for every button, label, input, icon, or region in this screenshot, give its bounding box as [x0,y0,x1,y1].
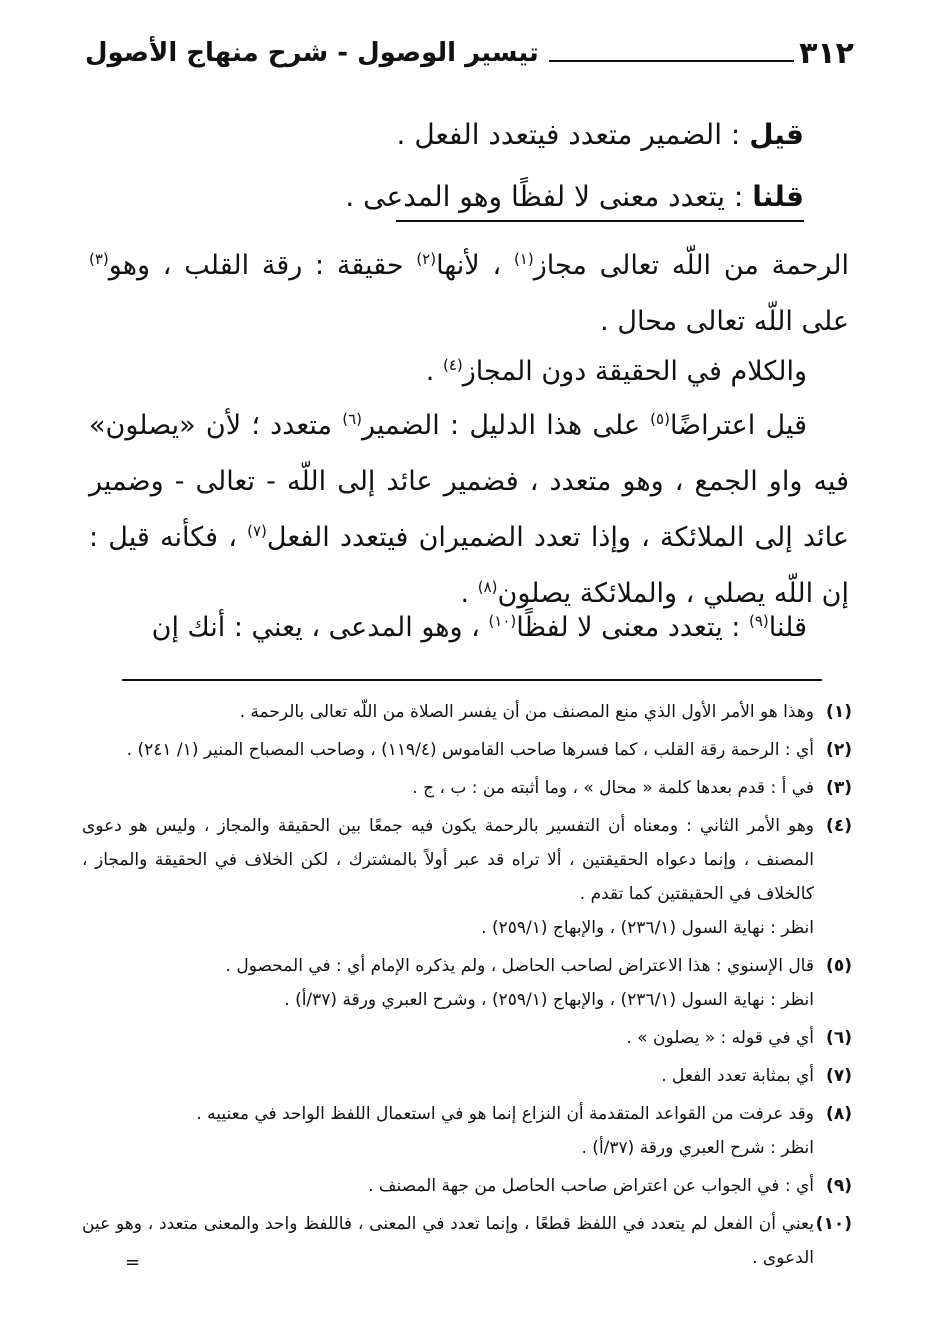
footnote-text: وهو الأمر الثاني : ومعناه أن التفسير بالرحمة يكون فيه جمعًا بين الحقيقة والمجاز ، وليس هو دعوى المصنف ، وإنما دعواه الحقيقتين ، ألا تراه قد عبر أولاً بالمشترك ، لكن الخلاف في الحقيقة والمجاز ، كالخلاف في الحقيقتين كما تقدم . [82,816,814,904]
paragraph-4 [89,600,849,656]
quote-line-2 [345,180,804,213]
footnote-5-reference: انظر : نهاية السول (٢٣٦/١) ، والإبهاج (٢٥٩/١) ، وشرح العبري ورقة (٣٧/أ) . [284,990,814,1010]
footnote-rule [122,679,822,681]
running-title: تيسير الوصول - شرح منهاج الأصول [85,38,539,68]
p4-text-b: : يتعدد معنى لا لفظًا [516,612,749,643]
footnote-number: (٢) [826,740,852,760]
footnote-5 [82,949,852,983]
footnote-3 [82,771,852,805]
footnote-ref-7: (٧) [247,522,267,540]
paragraph-2 [89,344,849,400]
footnote-text: أي : في الجواب عن اعتراض صاحب الحاصل من جهة المصنف . [368,1176,814,1196]
footnote-ref-4: (٤) [442,356,463,374]
footnote-ref-9: (٩) [748,612,769,630]
footnote-4-reference: انظر : نهاية السول (٢٣٦/١) ، والإبهاج (٢٥٩/١) . [481,918,814,938]
footnote-number: (٩) [826,1176,852,1196]
footnote-number: (٣) [826,778,852,798]
p1-text-b: ، لأنها [436,250,514,281]
footnote-text: قال الإسنوي : هذا الاعتراض لصاحب الحاصل ، ولم يذكره الإمام أي : في المحصول . [225,956,814,976]
quote-label-qulna: قلنا [752,180,804,213]
footnote-text: أي في قوله : « يصلون » . [626,1028,814,1048]
footnote-text: أي بمثابة تعدد الفعل . [661,1066,814,1086]
quote-text-1: : الضمير متعدد فيتعدد الفعل . [396,118,741,151]
footnote-number: (٦) [826,1028,852,1048]
footnote-ref-3: (٣) [89,250,109,268]
footnote-number: (١٠) [815,1214,852,1234]
quote-text-2: : يتعدد معنى لا لفظًا وهو المدعى . [345,180,744,213]
page-number: ٣١٢ [799,36,854,71]
footnote-4 [82,809,852,911]
footnote-7 [82,1059,852,1093]
footnote-8 [82,1097,852,1131]
header-rule [549,60,794,62]
p2-text-b: . [425,356,443,387]
footnote-number: (٧) [826,1066,852,1086]
p3-text-c: متعدد ؛ لأن «يصلون» فيه واو الجمع ، وهو متعدد ، فضمير عائد إلى اللّه - تعالى - وضمير عائد إلى الملائكة ، وإذا تعدد الضميران فيتعدد الفعل [89,410,849,553]
footnote-number: (٨) [826,1104,852,1124]
p2-text-a: والكلام في الحقيقة دون المجاز [462,356,807,387]
footnote-2 [82,733,852,767]
p3-text-a: قيل اعتراضًا [669,410,807,441]
p1-text-c: حقيقة : رقة القلب ، وهو [108,250,417,281]
footnote-ref-6: (٦) [342,410,362,428]
footnote-number: (٤) [826,816,852,836]
quote-underline [396,220,804,222]
footnote-text: يعني أن الفعل لم يتعدد في اللفظ قطعًا ، وإنما تعدد في المعنى ، فاللفظ واحد والمعنى متعدد ، وهو عين الدعوى . [82,1214,814,1268]
footnote-8-reference: انظر : شرح العبري ورقة (٣٧/أ) . [581,1138,814,1158]
footnote-10 [82,1207,852,1275]
p4-text-c: ، وهو المدعى ، يعني : أنك إن [151,612,489,643]
p1-text-d: على اللّه تعالى محال . [600,306,849,337]
footnote-text: وقد عرفت من القواعد المتقدمة أن النزاع إنما هو في استعمال اللفظ الواحد في معنييه . [196,1104,814,1124]
footnote-6 [82,1021,852,1055]
paragraph-3 [89,398,849,622]
p3-text-d: ، فكأنه قيل : إن اللّه يصلي ، والملائكة يصلون [89,522,849,609]
footnote-number: (١) [826,702,852,722]
p3-text-b: على هذا الدليل : الضمير [361,410,651,441]
footnote-1 [82,695,852,729]
footnote-9 [82,1169,852,1203]
continuation-mark: = [125,1252,141,1273]
footnote-ref-10: (١٠) [488,612,517,630]
footnote-ref-8: (٨) [477,578,498,596]
footnote-ref-1: (١) [513,250,534,268]
footnote-ref-2: (٢) [416,250,437,268]
footnote-text: أي : الرحمة رقة القلب ، كما فسرها صاحب القاموس (١١٩/٤) ، وصاحب المصباح المنير (١/ ٢٤١) . [126,740,814,760]
footnote-number: (٥) [826,956,852,976]
footnote-text: في أ : قدم بعدها كلمة « محال » ، وما أثبته من : ب ، ج . [412,778,814,798]
p4-text-a: قلنا [768,612,807,643]
footnote-ref-5: (٥) [650,410,670,428]
quote-label-qil: قيل [749,118,804,151]
paragraph-1 [89,238,849,350]
footnote-text: وهذا هو الأمر الأول الذي منع المصنف من أن يفسر الصلاة من اللّه تعالى بالرحمة . [239,702,814,722]
p1-text-a: الرحمة من اللّه تعالى مجاز [533,250,850,281]
footnotes [82,695,852,1275]
quote-line-1 [397,118,804,151]
p3-text-e: . [460,578,478,609]
